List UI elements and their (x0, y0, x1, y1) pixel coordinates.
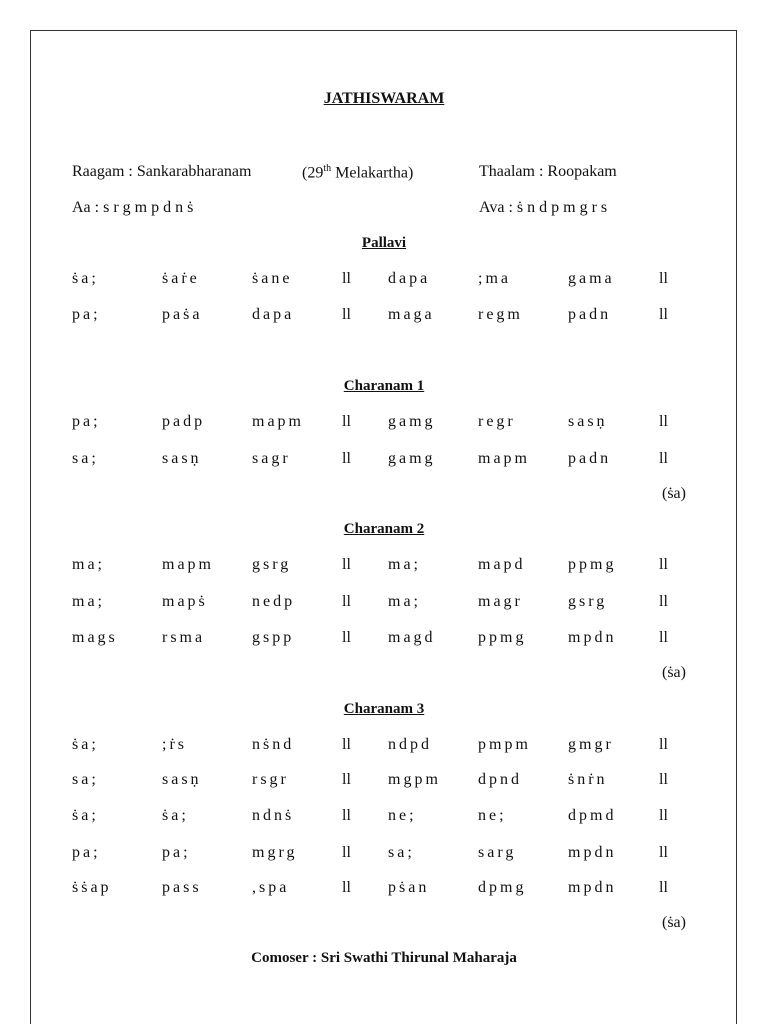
bar-divider: ll (342, 844, 351, 861)
bar-divider: ll (342, 771, 351, 788)
aarohanam-label: Aa : s r g m p d n ṡ (72, 199, 194, 216)
thaalam-label: Thaalam : Roopakam (479, 163, 617, 180)
notation-cell: dpmd (568, 807, 617, 824)
notation-cell: mpdn (568, 879, 617, 896)
notation-cell: ṡa; (162, 807, 189, 824)
notation-row (0, 629, 768, 651)
notation-cell: ma; (72, 556, 105, 573)
bar-divider: ll (342, 450, 351, 467)
bar-divider: ll (342, 736, 351, 753)
bar-divider: ll (659, 736, 668, 753)
notation-cell: dpmg (478, 879, 527, 896)
notation-cell: sa; (72, 771, 99, 788)
notation-cell: pass (162, 879, 202, 896)
notation-cell: ma; (72, 593, 105, 610)
bar-divider: ll (342, 556, 351, 573)
notation-cell: pṡan (388, 879, 430, 896)
notation-row (0, 593, 768, 615)
section-title: Charanam 2 (343, 521, 425, 537)
notation-cell: dapa (252, 306, 295, 323)
notation-cell: sagr (252, 450, 291, 467)
notation-cell: regr (478, 413, 516, 430)
raagam-label: Raagam : Sankarabharanam (72, 163, 252, 180)
notation-row (0, 306, 768, 328)
notation-cell: nṡnd (252, 736, 295, 753)
notation-cell: ṡa; (72, 807, 99, 824)
notation-cell: ndnṡ (252, 807, 295, 824)
notation-cell: mpdn (568, 844, 617, 861)
document-title: JATHISWARAM (323, 90, 445, 107)
notation-cell: ;ṙs (162, 736, 187, 753)
notation-row (0, 844, 768, 866)
notation-cell: pmpm (478, 736, 531, 753)
notation-cell: dpnd (478, 771, 522, 788)
bar-divider: ll (659, 450, 668, 467)
notation-cell: gsrg (568, 593, 608, 610)
notation-cell: magr (478, 593, 523, 610)
notation-row (0, 736, 768, 758)
bar-divider: ll (342, 629, 351, 646)
bar-divider: ll (342, 593, 351, 610)
notation-cell: maga (388, 306, 435, 323)
notation-cell: gamg (388, 450, 436, 467)
notation-cell: gmgr (568, 736, 614, 753)
melakartha-suffix: th (323, 163, 332, 174)
notation-cell: sasṇ (162, 771, 202, 788)
bar-divider: ll (342, 306, 351, 323)
notation-cell: mapm (478, 450, 530, 467)
notation-cell: sasṇ (568, 413, 608, 430)
bar-divider: ll (342, 879, 351, 896)
bar-divider: ll (659, 879, 668, 896)
notation-cell: sa; (388, 844, 415, 861)
notation-cell: pa; (72, 306, 101, 323)
notation-cell: sa; (72, 450, 99, 467)
notation-cell: ppmg (478, 629, 527, 646)
notation-cell: gama (568, 270, 615, 287)
notation-cell: mapm (162, 556, 214, 573)
notation-cell: mapm (252, 413, 304, 430)
notation-cell: sarg (478, 844, 517, 861)
notation-cell: pa; (72, 844, 101, 861)
notation-row (0, 413, 768, 435)
section-ending: (ṡa) (662, 664, 686, 681)
bar-divider: ll (659, 771, 668, 788)
notation-cell: mgpm (388, 771, 441, 788)
notation-cell: rsgr (252, 771, 289, 788)
notation-row (0, 879, 768, 901)
notation-cell: ne; (478, 807, 507, 824)
bar-divider: ll (342, 270, 351, 287)
section-title: Pallavi (361, 235, 407, 251)
bar-divider: ll (342, 807, 351, 824)
notation-cell: ,spa (252, 879, 290, 896)
notation-cell: ;ma (478, 270, 511, 287)
section-ending: (ṡa) (662, 914, 686, 931)
notation-cell: gspp (252, 629, 295, 646)
section-title: Charanam 1 (343, 378, 425, 394)
notation-cell: gsrg (252, 556, 292, 573)
notation-cell: mgrg (252, 844, 298, 861)
bar-divider: ll (659, 807, 668, 824)
bar-divider: ll (659, 844, 668, 861)
notation-cell: pa; (72, 413, 101, 430)
notation-row (0, 807, 768, 829)
melakartha-label (302, 163, 413, 182)
notation-row (0, 556, 768, 578)
notation-cell: ma; (388, 556, 421, 573)
notation-cell: ndpd (388, 736, 432, 753)
bar-divider: ll (659, 270, 668, 287)
melakartha-text: Melakartha) (331, 164, 414, 182)
section-title: Charanam 3 (343, 701, 425, 717)
bar-divider: ll (659, 629, 668, 646)
notation-cell: mags (72, 629, 118, 646)
notation-cell: regm (478, 306, 523, 323)
notation-cell: padp (162, 413, 206, 430)
notation-cell: paṡa (162, 306, 203, 323)
avarohanam-label: Ava : ṡ n d p m g r s (479, 199, 608, 216)
notation-cell: rsma (162, 629, 206, 646)
notation-cell: ppmg (568, 556, 617, 573)
composer-line: Comoser : Sri Swathi Thirunal Maharaja (251, 950, 517, 966)
notation-cell: magd (388, 629, 436, 646)
notation-cell: ma; (388, 593, 421, 610)
notation-cell: mpdn (568, 629, 617, 646)
bar-divider: ll (659, 413, 668, 430)
notation-cell: padn (568, 306, 612, 323)
bar-divider: ll (659, 556, 668, 573)
notation-cell: sasṇ (162, 450, 202, 467)
notation-row (0, 270, 768, 292)
notation-cell: ṡnṙn (568, 771, 608, 788)
notation-cell: ne; (388, 807, 417, 824)
bar-divider: ll (342, 413, 351, 430)
notation-cell: ṡaṙe (162, 270, 200, 287)
notation-cell: padn (568, 450, 612, 467)
melakartha-number: (29 (302, 164, 324, 182)
notation-cell: nedp (252, 593, 296, 610)
bar-divider: ll (659, 593, 668, 610)
notation-row (0, 450, 768, 472)
notation-row (0, 771, 768, 793)
notation-cell: ṡṡap (72, 879, 112, 896)
notation-cell: mapṡ (162, 593, 208, 610)
notation-cell: ṡa; (72, 270, 99, 287)
notation-cell: ṡane (252, 270, 293, 287)
bar-divider: ll (659, 306, 668, 323)
section-ending: (ṡa) (662, 485, 686, 502)
notation-cell: gamg (388, 413, 436, 430)
notation-cell: ṡa; (72, 736, 99, 753)
notation-cell: mapd (478, 556, 526, 573)
notation-cell: dapa (388, 270, 431, 287)
notation-cell: pa; (162, 844, 191, 861)
